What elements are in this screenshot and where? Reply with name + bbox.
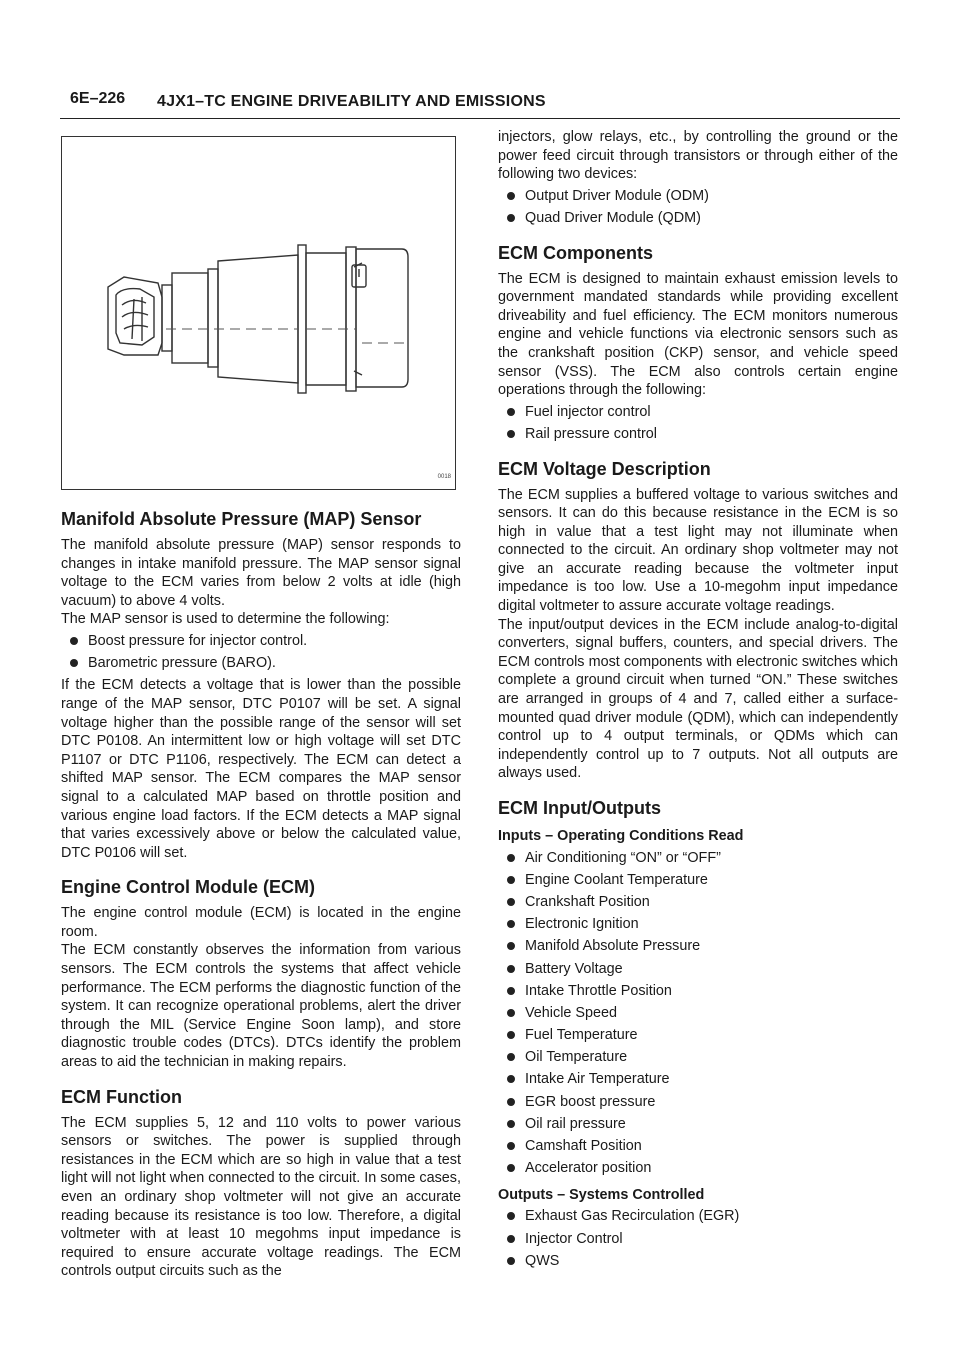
list-item: EGR boost pressure [498, 1093, 898, 1112]
map-paragraph-3: If the ECM detects a voltage that is lower than the possible range of the MAP sensor, DTC P0107 will be set. A signal voltage higher than the possible range of the sensor will set DTC P0108. An intermittent low or high voltage will set DTC P1107 or DTC P1106, respectively. The ECM can detect a shifted MAP sensor. The ECM compares the MAP sensor signal to a calculated MAP based on throttle position and various engine load factors. If the ECM detects a MAP signal that varies excessively above or below the calculated value, DTC P0106 will set. [61, 677, 461, 861]
ecm-paragraph-2: The ECM constantly observes the information from various sensors. The ECM controls the systems that affect vehicle performance. The ECM performs the diagnostic function of the system. It can recognize operational problems, alert the driver through the MIL (Service Engine Soon lamp), and store diagnostic trouble codes (DTCs). DTCs identify the problem areas to aid the technician in making repairs. [61, 942, 461, 1071]
ecm-heading: Engine Control Module (ECM) [61, 877, 315, 898]
ecm-components-list [498, 403, 898, 444]
left-column [61, 128, 461, 1281]
list-item: Quad Driver Module (QDM) [498, 209, 898, 228]
driver-module-list [498, 187, 898, 228]
right-column [498, 128, 898, 1274]
ecm-io-heading: ECM Input/Outputs [498, 798, 661, 818]
figure-id: 0018 [437, 474, 451, 481]
ecm-paragraph-1: The engine control module (ECM) is located in the engine room. [61, 905, 461, 940]
list-item: Intake Throttle Position [498, 982, 898, 1001]
list-item: Crankshaft Position [498, 893, 898, 912]
list-item: Fuel injector control [498, 403, 898, 422]
list-item: Boost pressure for injector control. [61, 632, 461, 651]
outputs-list [498, 1207, 898, 1270]
list-item: Injector Control [498, 1230, 898, 1249]
list-item: Intake Air Temperature [498, 1070, 898, 1089]
list-item: Rail pressure control [498, 425, 898, 444]
list-item: Exhaust Gas Recirculation (EGR) [498, 1207, 898, 1226]
list-item: Camshaft Position [498, 1137, 898, 1156]
ecm-voltage-paragraph-2: The input/output devices in the ECM include analog-to-digital converters, signal buffers, counters, and special drivers. The ECM controls most components with electronic switches which complete a ground circuit when turned “ON.” These switches are arranged in groups of 4 and 7, called either a surface-mounted quad driver module (QDM), which can independently control up to 4 output terminals, or QDMs which can independently control up to 7 outputs. Not all outputs are always used. [498, 616, 898, 782]
list-item: Engine Coolant Temperature [498, 871, 898, 890]
list-item: Oil Temperature [498, 1048, 898, 1067]
ecm-components-paragraph: The ECM is designed to maintain exhaust emission levels to government mandated standards while providing excellent driveability and fuel efficiency. The ECM monitors numerous engine and vehicle functions via electronic sensors such as the crankshaft position (CKP) sensor, and vehicle speed sensor (VSS). The ECM also controls certain engine operations through the following: [498, 270, 898, 399]
list-item: Accelerator position [498, 1159, 898, 1178]
list-item: Output Driver Module (ODM) [498, 187, 898, 206]
ecm-voltage-paragraph-1: The ECM supplies a buffered voltage to various switches and sensors. It can do this because resistance in the ECM is so high in value that a test light may not illuminate when connected to the circuit. An ordinary shop voltmeter may not give an accurate reading because the voltmeter input impedance is too low. Use a 10-megohm input impedance digital voltmeter to assure accurate voltage readings. [498, 486, 898, 615]
list-item: QWS [498, 1252, 898, 1271]
list-item: Battery Voltage [498, 960, 898, 979]
list-item: Manifold Absolute Pressure [498, 937, 898, 956]
list-item: Oil rail pressure [498, 1115, 898, 1134]
map-paragraph-1: The manifold absolute pressure (MAP) sensor responds to changes in intake manifold pressure. The MAP sensor signal voltage to the ECM varies from below 2 volts at idle (high vacuum) to above 4 volts. [61, 537, 461, 609]
list-item: Electronic Ignition [498, 915, 898, 934]
ecm-function-continued: injectors, glow relays, etc., by controlling the ground or the power feed circuit through transistors or through either of the following two devices: [498, 129, 898, 183]
list-item: Fuel Temperature [498, 1026, 898, 1045]
ecm-voltage-heading: ECM Voltage Description [498, 458, 711, 479]
outputs-subheading: Outputs – Systems Controlled [498, 1186, 705, 1203]
map-list [61, 632, 461, 673]
inputs-subheading: Inputs – Operating Conditions Read [498, 828, 744, 844]
header-rule [60, 118, 900, 119]
list-item: Air Conditioning “ON” or “OFF” [498, 849, 898, 868]
list-item: Vehicle Speed [498, 1004, 898, 1023]
ecm-function-heading: ECM Function [61, 1086, 182, 1107]
running-title: 4JX1–TC ENGINE DRIVEABILITY AND EMISSIONS [157, 93, 546, 110]
ecm-components-heading: ECM Components [498, 242, 653, 263]
map-heading: Manifold Absolute Pressure (MAP) Sensor [61, 509, 422, 529]
ecm-function-paragraph: The ECM supplies 5, 12 and 110 volts to power various sensors or switches. The power is supplied through resistances in the ECM which are so high in value that a test light will not light when connected to the circuit. In some cases, even an ordinary shop voltmeter will not give an accurate reading because its resistance is too low. Therefore, a digital voltmeter with at least 10 megohms input impedance is required to ensure accurate voltage readings. The ECM controls output circuits such as the [61, 1114, 461, 1280]
page-number: 6E–226 [70, 90, 126, 107]
map-paragraph-2: The MAP sensor is used to determine the following: [61, 611, 390, 628]
inputs-list [498, 849, 898, 1178]
map-sensor-illustration [62, 137, 457, 491]
list-item: Barometric pressure (BARO). [61, 654, 461, 673]
map-sensor-figure [61, 136, 456, 490]
